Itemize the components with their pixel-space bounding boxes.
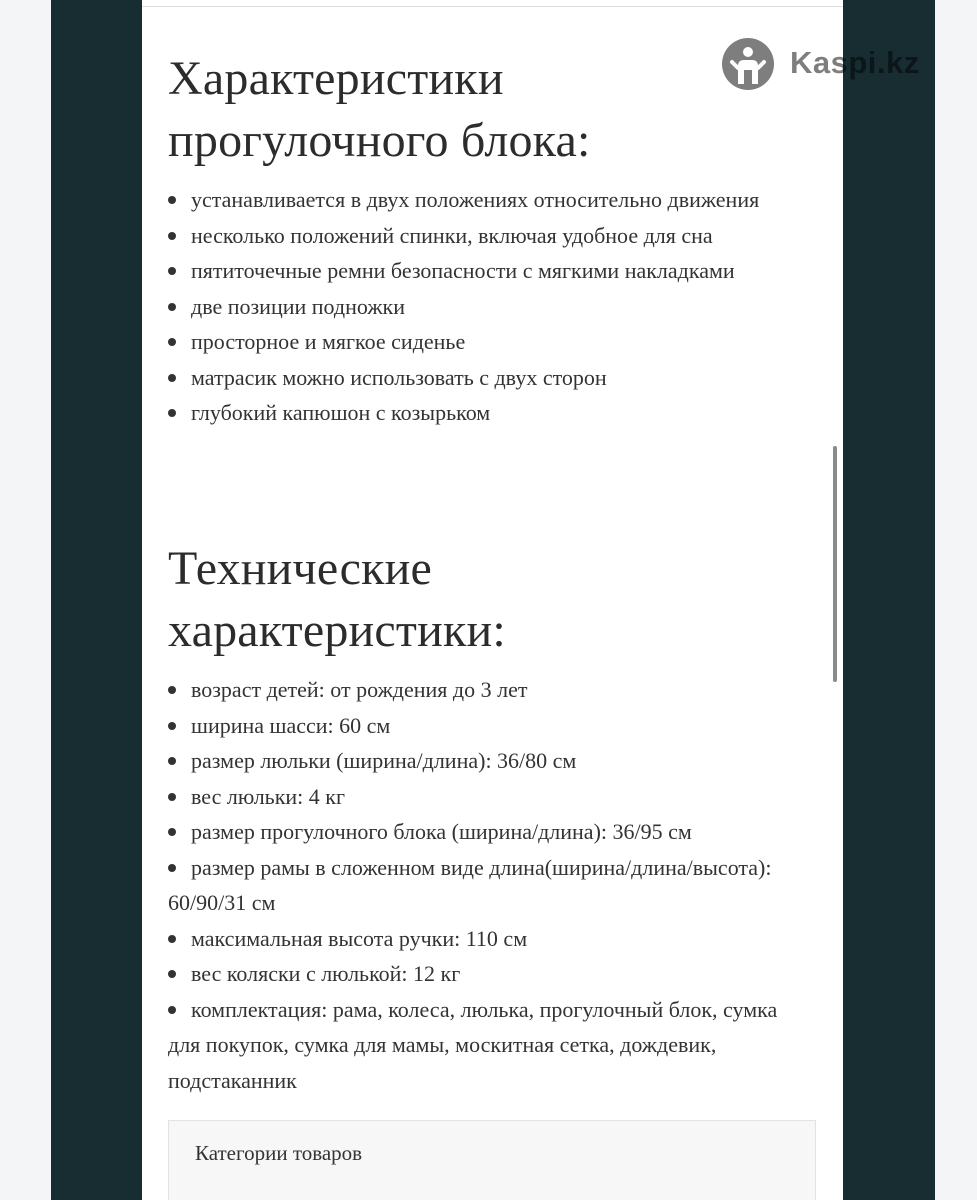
list-item [168,956,808,992]
stroller-block-section [168,48,808,431]
stroller-features-list [168,182,808,431]
list-item [168,395,808,431]
bullet-icon [168,686,176,694]
kaspi-watermark [722,38,952,90]
stroller-heading-line-2: прогулочного блока: [168,114,591,167]
product-categories-panel[interactable] [168,1120,816,1200]
bullet-icon [168,267,176,275]
list-item [168,182,808,218]
list-item [168,708,808,744]
bullet-icon [168,303,176,311]
bullet-icon [168,196,176,204]
list-item-text: вес люльки: 4 кг [191,783,345,809]
list-item [168,743,808,779]
list-item [168,289,808,325]
list-item-text: вес коляски с люлькой: 12 кг [191,961,461,986]
kaspi-logo-icon [722,38,774,90]
kaspi-logo-svg [722,38,774,90]
list-item [168,850,808,921]
bullet-icon [168,722,176,730]
bullet-icon [168,970,176,978]
list-item [168,814,808,850]
stroller-block-heading [168,48,808,172]
categories-title: Категории товаров [195,1141,363,1165]
list-item-text: просторное и мягкое сиденье [191,329,466,354]
list-item-text: размер люльки (ширина/длина): 36/80 см [191,748,577,773]
list-item [168,360,808,396]
list-item-text: ширина шасси: 60 см [191,712,391,738]
tech-specs-section [168,538,808,1098]
tech-heading-line-2: характеристики: [168,604,506,657]
list-item-text: возраст детей: от рождения до 3 лет [191,677,528,702]
bullet-icon [168,374,176,382]
bullet-icon [168,1006,176,1014]
bullet-icon [168,232,176,240]
bullet-icon [168,757,176,765]
list-item [168,992,808,1099]
bullet-icon [168,793,176,801]
list-item [168,253,808,289]
list-item-text: матрасик можно использовать с двух сторон [191,364,607,390]
list-item-text: комплектация: рама, колеса, люлька, прогулочный блок, сумка для покупок, сумка для мамы, москитная сетка, дождевик, подстаканник [168,996,778,1093]
list-item-text: устанавливается в двух положениях относительно движения [191,187,760,212]
list-item-text: две позиции подножки [191,293,405,319]
bullet-icon [168,338,176,346]
stroller-heading-line-1: Характеристики [168,52,504,105]
kaspi-brand-text: Kaspi.kz [790,45,920,80]
bullet-icon [168,828,176,836]
bullet-icon [168,864,176,872]
list-item-text: размер прогулочного блока (ширина/длина): 36/95 см [191,819,692,844]
vertical-scrollbar[interactable] [833,446,837,682]
bullet-icon [168,935,176,943]
list-item [168,779,808,815]
list-item-text: размер рамы в сложенном виде длина(ширина/длина/высота): 60/90/31 см [168,854,772,915]
tech-heading-line-1: Технические [168,542,432,595]
list-item [168,921,808,957]
bullet-icon [168,409,176,417]
tech-specs-list [168,672,808,1098]
list-item [168,324,808,360]
top-divider [142,6,843,7]
list-item-text: максимальная высота ручки: 110 см [191,925,528,951]
list-item-text: глубокий капюшон с козырьком [191,400,491,425]
list-item [168,218,808,254]
list-item-text: пятиточечные ремни безопасности с мягкими накладками [191,258,735,283]
list-item [168,672,808,708]
list-item-text: несколько положений спинки, включая удобное для сна [191,222,713,248]
tech-specs-heading [168,538,808,662]
content-page [142,0,843,1200]
